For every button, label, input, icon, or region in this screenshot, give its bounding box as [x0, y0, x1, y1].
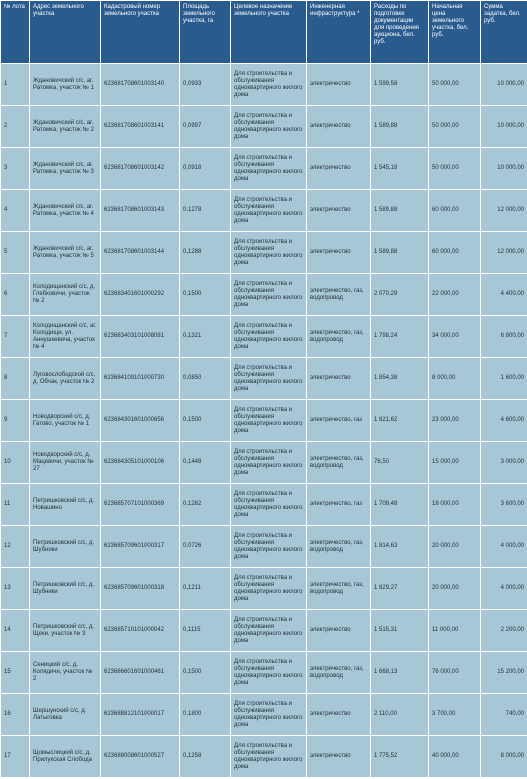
infrastructure-cell: электричество, газ, водопровод — [307, 526, 370, 567]
infrastructure-cell: электричество, газ — [307, 484, 370, 525]
cadastral-number-cell: 623688812101000017 — [101, 694, 179, 735]
area-cell: 0,0918 — [180, 148, 230, 189]
table-row — [1, 106, 527, 147]
address-cell: Сеницкий с/с, д. Колядичи, участок № 2 — [30, 652, 100, 693]
lot-number-cell: 15 — [1, 652, 29, 693]
address-cell: Петришковский с/с, д. Щеки, участок № 3 — [30, 610, 100, 651]
table-row — [1, 568, 527, 609]
header-start-price: Начальная цена земельного участка, бел. руб. — [429, 1, 480, 63]
costs-cell: 1 599,58 — [371, 64, 428, 105]
deposit-cell: 15 200,00 — [481, 652, 527, 693]
table-row — [1, 190, 527, 231]
lot-number-cell: 5 — [1, 232, 29, 273]
table-header — [1, 1, 527, 63]
purpose-cell: Для строительства и обслуживания одноквартирного жилого дома — [231, 316, 306, 357]
area-cell: 0,0997 — [180, 106, 230, 147]
table-row — [1, 736, 527, 777]
infrastructure-cell: электричество — [307, 358, 370, 399]
costs-cell: 76,50 — [371, 442, 428, 483]
table-row — [1, 694, 527, 735]
area-cell: 0,1500 — [180, 274, 230, 315]
cadastral-number-cell: 623681708601003141 — [101, 106, 179, 147]
infrastructure-cell: электричество — [307, 190, 370, 231]
costs-cell: 1 854,38 — [371, 358, 428, 399]
deposit-cell: 4 600,00 — [481, 400, 527, 441]
deposit-cell: 12 000,00 — [481, 190, 527, 231]
deposit-cell: 10 000,00 — [481, 148, 527, 189]
table-row — [1, 652, 527, 693]
lot-number-cell: 7 — [1, 316, 29, 357]
purpose-cell: Для строительства и обслуживания одноквартирного жилого дома — [231, 652, 306, 693]
lot-number-cell: 9 — [1, 400, 29, 441]
header-costs: Расходы по подготовке документации для проведения аукциона, бел. руб. — [371, 1, 428, 63]
cadastral-number-cell: 623681708601003143 — [101, 190, 179, 231]
lot-number-cell: 3 — [1, 148, 29, 189]
deposit-cell: 6 800,00 — [481, 316, 527, 357]
costs-cell: 1 775,52 — [371, 736, 428, 777]
address-cell: Петришковский с/с, д. Новашино — [30, 484, 100, 525]
lot-number-cell: 17 — [1, 736, 29, 777]
address-cell: Ждановичский с/с, аг. Ратомка, участок № 1 — [30, 64, 100, 105]
cadastral-number-cell: 623685709601000317 — [101, 526, 179, 567]
costs-cell: 1 829,27 — [371, 568, 428, 609]
infrastructure-cell: электричество, газ — [307, 400, 370, 441]
table-row — [1, 148, 527, 189]
start-price-cell: 3 700,00 — [429, 694, 480, 735]
start-price-cell: 50 000,00 — [429, 148, 480, 189]
start-price-cell: 40 000,00 — [429, 736, 480, 777]
costs-cell: 1 709,48 — [371, 484, 428, 525]
cadastral-number-cell: 623688008601000527 — [101, 736, 179, 777]
cadastral-number-cell: 623681708601003142 — [101, 148, 179, 189]
purpose-cell: Для строительства и обслуживания одноквартирного жилого дома — [231, 106, 306, 147]
purpose-cell: Для строительства и обслуживания одноквартирного жилого дома — [231, 190, 306, 231]
lot-number-cell: 6 — [1, 274, 29, 315]
start-price-cell: 11 000,00 — [429, 610, 480, 651]
lot-number-cell: 16 — [1, 694, 29, 735]
area-cell: 0,1258 — [180, 736, 230, 777]
start-price-cell: 20 000,00 — [429, 568, 480, 609]
infrastructure-cell: электричество, газ, водопровод — [307, 652, 370, 693]
deposit-cell: 12 000,00 — [481, 232, 527, 273]
costs-cell: 2 070,29 — [371, 274, 428, 315]
area-cell: 0,1800 — [180, 694, 230, 735]
costs-cell: 1 589,88 — [371, 190, 428, 231]
cadastral-number-cell: 623685710101000042 — [101, 610, 179, 651]
infrastructure-cell: электричество, газ, водопровод — [307, 442, 370, 483]
address-cell: Шершунский с/с, д. Латыговка — [30, 694, 100, 735]
header-cadastral-number: Кадастровый номер земельного участка — [101, 1, 179, 63]
table-row — [1, 442, 527, 483]
infrastructure-cell: электричество — [307, 64, 370, 105]
deposit-cell: 10 000,00 — [481, 106, 527, 147]
start-price-cell: 15 000,00 — [429, 442, 480, 483]
purpose-cell: Для строительства и обслуживания одноквартирного жилого дома — [231, 400, 306, 441]
purpose-cell: Для строительства и обслуживания одноквартирного жилого дома — [231, 232, 306, 273]
area-cell: 0,1282 — [180, 484, 230, 525]
table-row — [1, 526, 527, 567]
area-cell: 0,1500 — [180, 652, 230, 693]
cadastral-number-cell: 623683403101008081 — [101, 316, 179, 357]
address-cell: Щомыслицкий с/с, д. Прилукская Слобода — [30, 736, 100, 777]
purpose-cell: Для строительства и обслуживания одноквартирного жилого дома — [231, 610, 306, 651]
lot-number-cell: 14 — [1, 610, 29, 651]
costs-cell: 1 668,13 — [371, 652, 428, 693]
cadastral-number-cell: 623684301601000656 — [101, 400, 179, 441]
area-cell: 0,1115 — [180, 610, 230, 651]
cadastral-number-cell: 623681708601003144 — [101, 232, 179, 273]
deposit-cell: 3 000,00 — [481, 442, 527, 483]
deposit-cell: 4 400,00 — [481, 274, 527, 315]
purpose-cell: Для строительства и обслуживания одноквартирного жилого дома — [231, 274, 306, 315]
header-lot-number: № лота — [1, 1, 29, 63]
lot-number-cell: 10 — [1, 442, 29, 483]
infrastructure-cell: электричество, газ, водопровод — [307, 316, 370, 357]
table-row — [1, 316, 527, 357]
cadastral-number-cell: 623684109101000730 — [101, 358, 179, 399]
purpose-cell: Для строительства и обслуживания одноквартирного жилого дома — [231, 484, 306, 525]
address-cell: Ждановичский с/с, аг. Ратомка, участок № 5 — [30, 232, 100, 273]
area-cell: 0,1211 — [180, 568, 230, 609]
infrastructure-cell: электричество — [307, 232, 370, 273]
header-area: Площадь земельного участка, га — [180, 1, 230, 63]
cadastral-number-cell: 623685707101000369 — [101, 484, 179, 525]
deposit-cell: 10 000,00 — [481, 64, 527, 105]
header-purpose: Целевое назначение земельного участка — [231, 1, 306, 63]
header-address: Адрес земельного участка — [30, 1, 100, 63]
costs-cell: 2 110,00 — [371, 694, 428, 735]
infrastructure-cell: электричество — [307, 106, 370, 147]
table-row — [1, 274, 527, 315]
costs-cell: 1 821,62 — [371, 400, 428, 441]
area-cell: 0,1500 — [180, 400, 230, 441]
deposit-cell: 4 000,00 — [481, 568, 527, 609]
deposit-cell: 740,00 — [481, 694, 527, 735]
costs-cell: 1 589,88 — [371, 232, 428, 273]
purpose-cell: Для строительства и обслуживания одноквартирного жилого дома — [231, 358, 306, 399]
header-deposit: Сумма задатка, бел. руб. — [481, 1, 527, 63]
address-cell: Ждановичский с/с, аг. Ратомка, участок № 3 — [30, 148, 100, 189]
start-price-cell: 60 000,00 — [429, 232, 480, 273]
lot-number-cell: 13 — [1, 568, 29, 609]
area-cell: 0,1321 — [180, 316, 230, 357]
infrastructure-cell: электричество, газ, водопровод — [307, 274, 370, 315]
lot-number-cell: 2 — [1, 106, 29, 147]
deposit-cell: 3 600,00 — [481, 484, 527, 525]
address-cell: Ждановичский с/с, аг. Ратомка, участок № 2 — [30, 106, 100, 147]
area-cell: 0,0933 — [180, 64, 230, 105]
address-cell: Петришковский с/с, д. Шубники — [30, 526, 100, 567]
table-row — [1, 64, 527, 105]
address-cell: Новодворский с/с, д. Мацевичи, участок № 27 — [30, 442, 100, 483]
costs-cell: 1 814,63 — [371, 526, 428, 567]
purpose-cell: Для строительства и обслуживания одноквартирного жилого дома — [231, 148, 306, 189]
start-price-cell: 50 000,00 — [429, 106, 480, 147]
area-cell: 0,0726 — [180, 526, 230, 567]
costs-cell: 1 589,88 — [371, 106, 428, 147]
cadastral-number-cell: 623685709601000318 — [101, 568, 179, 609]
start-price-cell: 20 000,00 — [429, 526, 480, 567]
deposit-cell: 2 200,00 — [481, 610, 527, 651]
table-row — [1, 484, 527, 525]
deposit-cell: 8 000,00 — [481, 736, 527, 777]
costs-cell: 1 545,18 — [371, 148, 428, 189]
cadastral-number-cell: 623686601601000461 — [101, 652, 179, 693]
table-row — [1, 610, 527, 651]
cadastral-number-cell: 623683401601000292 — [101, 274, 179, 315]
costs-cell: 1 798,24 — [371, 316, 428, 357]
area-cell: 0,1448 — [180, 442, 230, 483]
purpose-cell: Для строительства и обслуживания одноквартирного жилого дома — [231, 64, 306, 105]
infrastructure-cell: электричество — [307, 736, 370, 777]
purpose-cell: Для строительства и обслуживания одноквартирного жилого дома — [231, 736, 306, 777]
start-price-cell: 76 000,00 — [429, 652, 480, 693]
lot-number-cell: 8 — [1, 358, 29, 399]
cadastral-number-cell: 623684305101000106 — [101, 442, 179, 483]
start-price-cell: 60 000,00 — [429, 190, 480, 231]
infrastructure-cell: электричество — [307, 694, 370, 735]
lot-number-cell: 1 — [1, 64, 29, 105]
purpose-cell: Для строительства и обслуживания одноквартирного жилого дома — [231, 694, 306, 735]
address-cell: Колодищанский с/с, д. Глебковичи, участок № 2 — [30, 274, 100, 315]
address-cell: Колодищанский с/с, аг. Колодищи, ул. Аннушкевича, участок № 4 — [30, 316, 100, 357]
deposit-cell: 1 600,00 — [481, 358, 527, 399]
area-cell: 0,1288 — [180, 232, 230, 273]
table-row — [1, 358, 527, 399]
area-cell: 0,0850 — [180, 358, 230, 399]
start-price-cell: 50 000,00 — [429, 64, 480, 105]
lot-number-cell: 12 — [1, 526, 29, 567]
purpose-cell: Для строительства и обслуживания одноквартирного жилого дома — [231, 568, 306, 609]
purpose-cell: Для строительства и обслуживания одноквартирного жилого дома — [231, 442, 306, 483]
start-price-cell: 34 000,00 — [429, 316, 480, 357]
table-row — [1, 232, 527, 273]
address-cell: Петришковский с/с, д. Шубники — [30, 568, 100, 609]
address-cell: Новодворский с/с, д. Гатово, участок № 1 — [30, 400, 100, 441]
start-price-cell: 22 000,00 — [429, 274, 480, 315]
costs-cell: 1 515,31 — [371, 610, 428, 651]
infrastructure-cell: электричество — [307, 610, 370, 651]
lot-number-cell: 4 — [1, 190, 29, 231]
address-cell: Луговослободской с/с, д. Обчак, участок № 2 — [30, 358, 100, 399]
infrastructure-cell: электричество — [307, 148, 370, 189]
header-row — [1, 1, 527, 63]
deposit-cell: 4 000,00 — [481, 526, 527, 567]
cadastral-number-cell: 623681708601003140 — [101, 64, 179, 105]
lot-number-cell: 11 — [1, 484, 29, 525]
table-row — [1, 400, 527, 441]
start-price-cell: 18 000,00 — [429, 484, 480, 525]
infrastructure-cell: электричество, газ, водопровод — [307, 568, 370, 609]
area-cell: 0,1278 — [180, 190, 230, 231]
header-infrastructure: Инженерная инфраструктура * — [307, 1, 370, 63]
address-cell: Ждановичский с/с, аг. Ратомка, участок № 4 — [30, 190, 100, 231]
table-body — [1, 64, 527, 777]
start-price-cell: 23 000,00 — [429, 400, 480, 441]
start-price-cell: 8 000,00 — [429, 358, 480, 399]
purpose-cell: Для строительства и обслуживания одноквартирного жилого дома — [231, 526, 306, 567]
